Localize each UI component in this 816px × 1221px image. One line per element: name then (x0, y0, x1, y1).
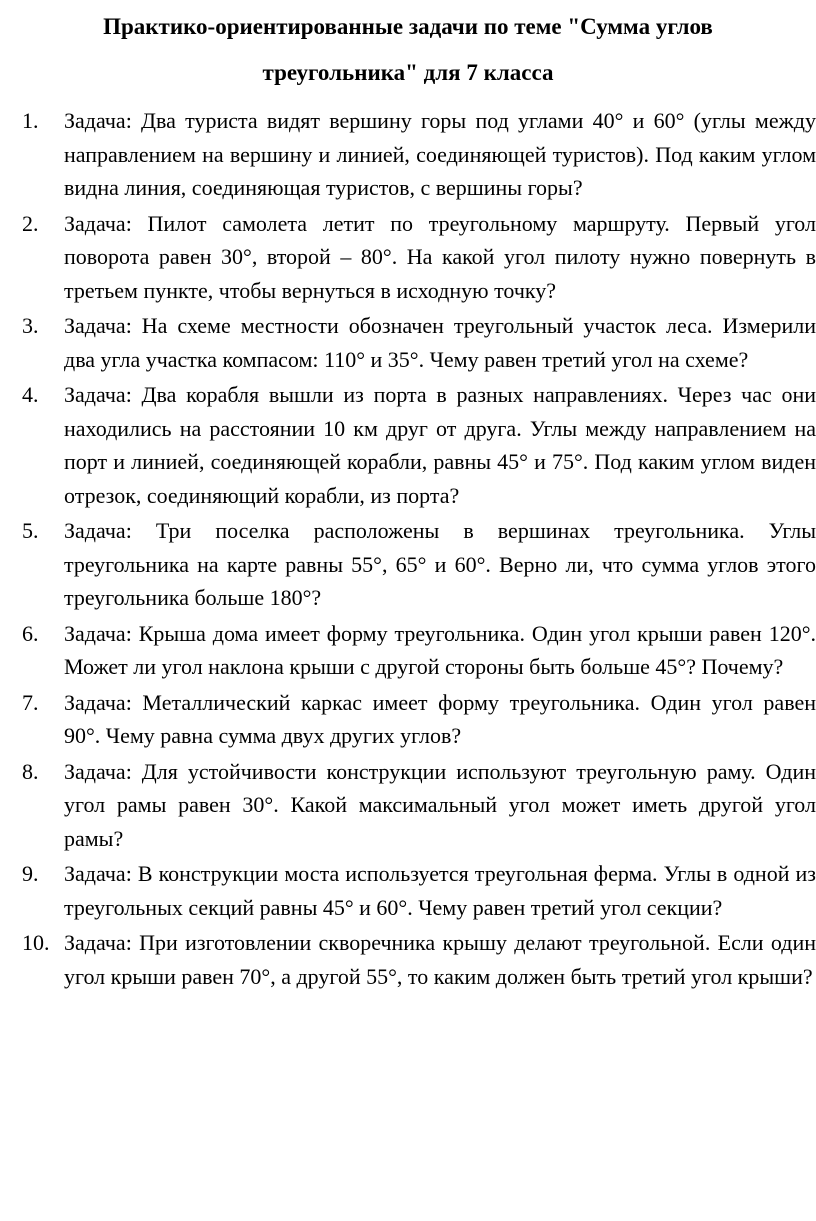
task-number: 6. (22, 620, 39, 646)
task-text: Задача: Для устойчивости конструкции используют треугольную раму. Один угол рамы равен 30°. Какой максимальный угол может иметь другой угол рамы? (64, 758, 816, 851)
document-title (0, 4, 816, 96)
task-number: 9. (22, 861, 39, 886)
task-item-10 (22, 926, 816, 993)
task-item-2 (22, 207, 816, 308)
task-text: Задача: Два корабля вышли из порта в разных направлениях. Через час они находились на расстоянии 10 км друг от друга. Углы между направлением на порт и линией, соединяющей корабли, равны 45° и 75°. Под каким углом виден отрезок, соединяющий корабли, из порта? (64, 382, 816, 508)
task-text: Задача: Два туриста видят вершину горы под углами 40° и 60° (углы между направлением на вершину и линией, соединяющей туристов). Под каким углом видна линия, соединяющая туристов, с вершины горы? (64, 108, 816, 200)
task-number: 7. (22, 689, 39, 715)
task-number: 10. (22, 930, 50, 955)
task-item-6 (22, 617, 816, 684)
task-text: Задача: Металлический каркас имеет форму треугольника. Один угол равен 90°. Чему равна сумма двух других углов? (64, 689, 816, 748)
task-number: 3. (22, 313, 39, 338)
task-number: 4. (22, 382, 39, 407)
task-item-4 (22, 378, 816, 512)
task-text: Задача: Пилот самолета летит по треугольному маршруту. Первый угол поворота равен 30°, второй – 80°. На какой угол пилоту нужно повернуть в третьем пункте, чтобы вернуться в исходную точку? (64, 210, 816, 303)
task-text: Задача: Три поселка расположены в вершинах треугольника. Углы треугольника на карте равны 55°, 65° и 60°. Верно ли, что сумма углов этого треугольника больше 180°? (64, 518, 816, 610)
task-text: Задача: На схеме местности обозначен треугольный участок леса. Измерили два угла участка компасом: 110° и 35°. Чему равен третий угол на схеме? (64, 313, 816, 372)
title-line-2: треугольника" для 7 класса (262, 60, 554, 85)
title-line-1: Практико-ориентированные задачи по теме "Сумма углов (103, 14, 713, 39)
task-number: 8. (22, 758, 39, 784)
task-item-7 (22, 686, 816, 753)
task-number: 1. (22, 108, 39, 133)
task-item-3 (22, 309, 816, 376)
task-item-5 (22, 514, 816, 615)
task-number: 2. (22, 210, 39, 236)
task-text: Задача: Крыша дома имеет форму треугольника. Один угол крыши равен 120°. Может ли угол наклона крыши с другой стороны быть больше 45°? Почему? (64, 620, 816, 679)
task-text: Задача: При изготовлении скворечника крышу делают треугольной. Если один угол крыши равен 70°, а другой 55°, то каким должен быть третий угол крыши? (64, 930, 816, 989)
task-item-8 (22, 755, 816, 856)
task-number: 5. (22, 518, 39, 543)
task-list (22, 104, 816, 995)
task-text: Задача: В конструкции моста используется треугольная ферма. Углы в одной из треугольных секций равны 45° и 60°. Чему равен третий угол секции? (64, 861, 816, 920)
task-item-9 (22, 857, 816, 924)
task-item-1 (22, 104, 816, 205)
